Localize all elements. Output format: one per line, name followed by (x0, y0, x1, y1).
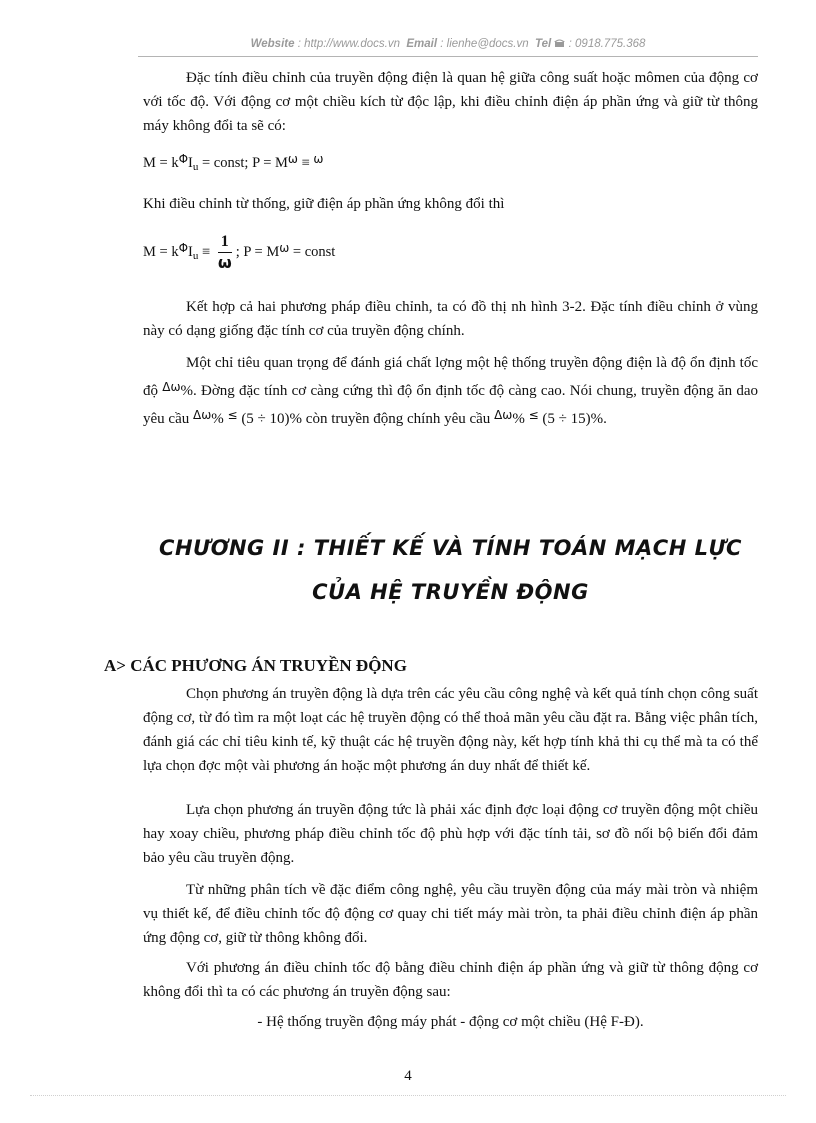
fraction-numerator: 1 (218, 232, 232, 253)
text-run: % (211, 411, 228, 427)
equation-voltage-control (143, 152, 323, 173)
delta-omega-2: Δω (192, 408, 212, 422)
eq1-equiv: ≡ (297, 155, 314, 171)
eq1-i-sub: u (192, 161, 199, 173)
eq2-part-c: = const (289, 243, 336, 260)
list-item: - Hệ thống truyền động máy phát - động cơ một chiều (Hệ F-Đ). (257, 1014, 644, 1030)
chapter-title-line1: CHƯƠNG II : THIẾT KẾ VÀ TÍNH TOÁN MẠCH LỰC (159, 536, 742, 560)
footer-divider (30, 1095, 786, 1096)
less-equal-1: ≤ (227, 408, 238, 422)
paragraph-speed-stability (143, 351, 758, 431)
text-run: (5 ÷ 15)%. (538, 411, 607, 427)
delta-omega-3: Δω (494, 408, 513, 422)
eq2-equiv: ≡ (198, 243, 214, 260)
paragraph-adjustment-characteristic (143, 66, 758, 138)
paragraph-selection (143, 798, 758, 870)
paragraph-analysis (143, 878, 758, 950)
text-run: % (512, 411, 529, 427)
eq1-phi: Φ (178, 152, 189, 166)
eq2-i-sub: u (192, 249, 199, 262)
paragraph-text: Với phương án điều chỉnh tốc độ bằng điều chỉnh điện áp phần ứng và giữ từ thông động cơ không đổi thì ta có các phương án truyền động sau: (143, 960, 758, 1000)
eq1-part-a: M = k (143, 155, 179, 171)
text-run: Một chỉ tiêu quan trọng để đánh giá chất lợng một hệ thống truyền động điện là độ ổn định tốc độ (143, 355, 758, 399)
eq2-fraction (218, 232, 232, 273)
page-header (138, 38, 758, 50)
website-label: Website (250, 38, 295, 50)
paragraph-text: Đặc tính điều chỉnh của truyền động điện là quan hệ giữa công suất hoặc mômen của động cơ với tốc độ. Với động cơ một chiều kích từ độc lập, khi điều chỉnh điện áp phần ứng và giữ từ thông máy không đổi ta sẽ có: (143, 70, 758, 134)
paragraph-voltage-method (143, 956, 758, 1004)
text-run: %. Đờng đặc tính cơ càng cứng thì độ ổn định tốc độ càng cao. Nói chung, truyền động ăn dao yêu cầu (143, 383, 759, 427)
paragraph-text: Chọn phương án truyền động là dựa trên các yêu cầu công nghệ và kết quả tính chọn công suất động cơ, từ đó tìm ra một loạt các hệ truyền động có thể thoả mãn yêu cầu đặt ra. Bằng việc phân tích, đánh giá các chỉ tiêu kinh tế, kỹ thuật các hệ truyền động này, kết hợp tính khả thi cụ thể mà ta có thể lựa chọn đợc một vài phương án hoặc một phương án duy nhất để thiết kế. (143, 686, 758, 774)
text-run: (5 ÷ 10)% còn truyền động chính yêu cầu (237, 411, 495, 427)
eq2-part-a: M = k (143, 243, 179, 260)
tel-label: Tel (535, 38, 552, 50)
eq1-i: I (188, 155, 193, 171)
delta-omega-1: Δω (162, 380, 181, 394)
eq2-part-b: ; P = M (235, 243, 280, 260)
less-equal-2: ≤ (528, 408, 539, 422)
paragraph-combined-methods (143, 295, 758, 343)
tel-number: : 0918.775.368 (568, 38, 646, 50)
fraction-denominator: ω (217, 253, 232, 272)
chapter-title-line2: CỦA HỆ TRUYỀN ĐỘNG (312, 580, 589, 604)
paragraph-text: Khi điều chỉnh từ thống, giữ điện áp phần ứng không đổi thì (143, 196, 505, 212)
paragraph-choosing-approach (143, 682, 758, 778)
website-url[interactable]: : http://www.docs.vn (297, 38, 400, 50)
page-number: 4 (404, 1068, 412, 1084)
paragraph-flux-control (143, 192, 758, 216)
paragraph-text: Từ những phân tích về đặc điểm công nghệ, yêu cầu truyền động của máy mài tròn và nhiệm vụ thiết kế, để điều chỉnh tốc độ động cơ quay chi tiết máy mài tròn, ta phải điều chỉnh điện áp phần ứng động cơ, giữ từ thông không đổi. (143, 882, 758, 946)
eq2-omega: ω (279, 240, 290, 255)
header-divider (138, 56, 758, 57)
eq2-phi: Φ (178, 240, 189, 255)
paragraph-text: Kết hợp cả hai phương pháp điều chỉnh, ta có đồ thị nh hình 3-2. Đặc tính điều chỉnh ở vùng này có dạng giống đặc tính cơ của truyền động chính. (143, 299, 758, 339)
eq1-omega-2: ω (313, 152, 324, 166)
email-address[interactable]: : lienhe@docs.vn (440, 38, 529, 50)
equation-flux-control (143, 232, 335, 273)
section-title: A> CÁC PHƯƠNG ÁN TRUYỀN ĐỘNG (104, 656, 407, 675)
paragraph-text (143, 351, 758, 431)
email-label: Email (406, 38, 438, 50)
paragraph-text: Lựa chọn phương án truyền động tức là phải xác định đợc loại động cơ truyền động một chiều hay xoay chiều, phương pháp điều chỉnh tốc độ phù hợp với đặc tính tải, sơ đồ nối bộ biến đổi đảm bảo yêu cầu truyền động. (143, 802, 758, 866)
eq2-i: I (188, 243, 193, 260)
eq1-omega-1: ω (287, 152, 298, 166)
eq1-part-b: = const; P = M (198, 155, 288, 171)
phone-icon (554, 38, 568, 50)
